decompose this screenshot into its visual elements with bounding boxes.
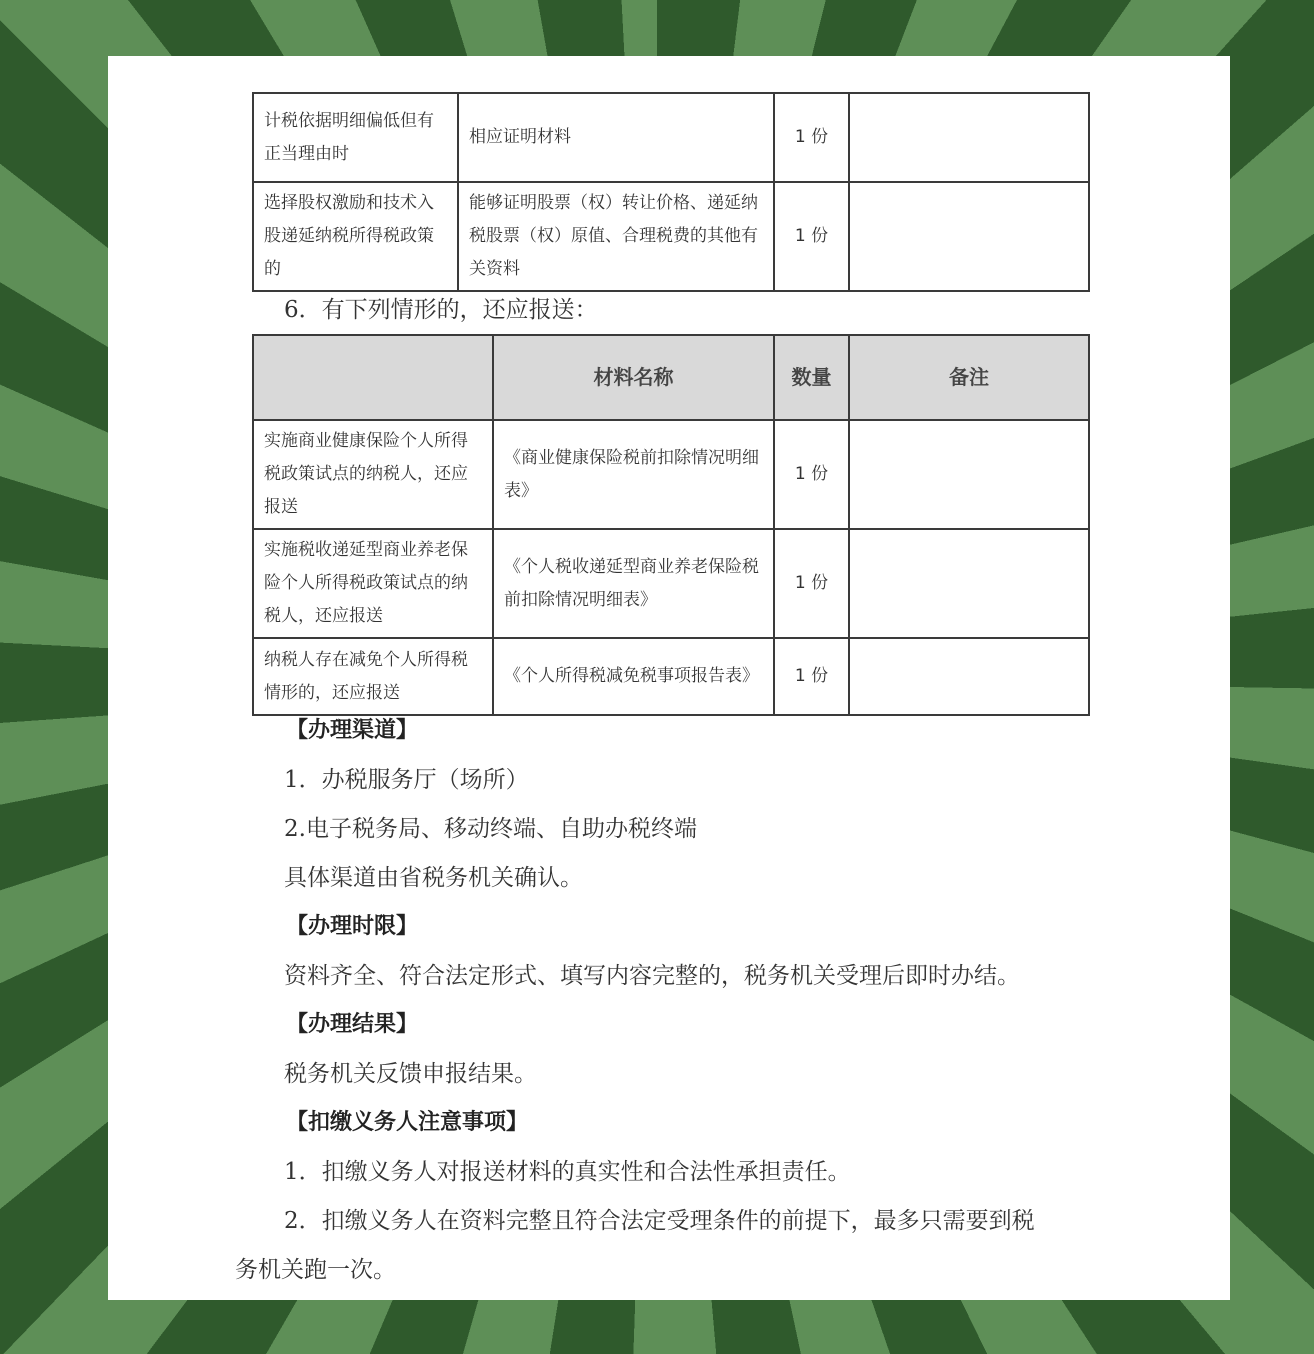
channel-item-2: 2.电子税务局、移动终端、自助办税终端 — [284, 816, 697, 842]
channels-heading: 【办理渠道】 — [286, 718, 419, 743]
situation-cell: 实施商业健康保险个人所得税政策试点的纳税人，还应报送 — [253, 420, 493, 529]
situation-cell: 纳税人存在减免个人所得税情形的，还应报送 — [253, 638, 493, 715]
channel-item-1: 1．办税服务厅（场所） — [284, 767, 529, 793]
quantity-cell: 1 份 — [774, 182, 849, 291]
material-cell: 《商业健康保险税前扣除情况明细表》 — [493, 420, 774, 529]
note-cell — [849, 93, 1089, 182]
quantity-cell: 1 份 — [774, 638, 849, 715]
section-6-title: 6．有下列情形的，还应报送： — [284, 297, 598, 323]
header-situation — [253, 335, 493, 420]
time-limit-heading: 【办理时限】 — [286, 914, 419, 939]
result-text: 税务机关反馈申报结果。 — [284, 1061, 537, 1087]
material-cell: 《个人税收递延型商业养老保险税前扣除情况明细表》 — [493, 529, 774, 638]
situation-cell: 实施税收递延型商业养老保险个人所得税政策试点的纳税人，还应报送 — [253, 529, 493, 638]
table-row — [253, 638, 1089, 715]
material-cell: 能够证明股票（权）转让价格、递延纳税股票（权）原值、合理税费的其他有关资料 — [458, 182, 774, 291]
additional-materials-table — [252, 334, 1090, 716]
header-quantity: 数量 — [774, 335, 849, 420]
table-row — [253, 182, 1089, 291]
result-heading: 【办理结果】 — [286, 1012, 419, 1037]
note-cell — [849, 638, 1089, 715]
note-item-2-line-1: 2．扣缴义务人在资料完整且符合法定受理条件的前提下，最多只需要到税 — [284, 1208, 1035, 1234]
table-row — [253, 420, 1089, 529]
channel-note: 具体渠道由省税务机关确认。 — [284, 865, 583, 891]
notes-heading: 【扣缴义务人注意事项】 — [286, 1110, 529, 1135]
note-cell — [849, 420, 1089, 529]
note-item-1: 1．扣缴义务人对报送材料的真实性和合法性承担责任。 — [284, 1159, 851, 1185]
document-page — [108, 56, 1230, 1300]
time-limit-text: 资料齐全、符合法定形式、填写内容完整的，税务机关受理后即时办结。 — [284, 963, 1020, 989]
materials-table-continued — [252, 92, 1090, 292]
header-material-name: 材料名称 — [493, 335, 774, 420]
note-cell — [849, 182, 1089, 291]
situation-cell: 计税依据明细偏低但有正当理由时 — [253, 93, 458, 182]
header-note: 备注 — [849, 335, 1089, 420]
note-item-2-line-2: 务机关跑一次。 — [235, 1257, 396, 1283]
material-cell: 相应证明材料 — [458, 93, 774, 182]
situation-cell: 选择股权激励和技术入股递延纳税所得税政策的 — [253, 182, 458, 291]
table-row — [253, 93, 1089, 182]
table-row — [253, 529, 1089, 638]
quantity-cell: 1 份 — [774, 93, 849, 182]
quantity-cell: 1 份 — [774, 420, 849, 529]
note-cell — [849, 529, 1089, 638]
quantity-cell: 1 份 — [774, 529, 849, 638]
table-header-row — [253, 335, 1089, 420]
material-cell: 《个人所得税减免税事项报告表》 — [493, 638, 774, 715]
